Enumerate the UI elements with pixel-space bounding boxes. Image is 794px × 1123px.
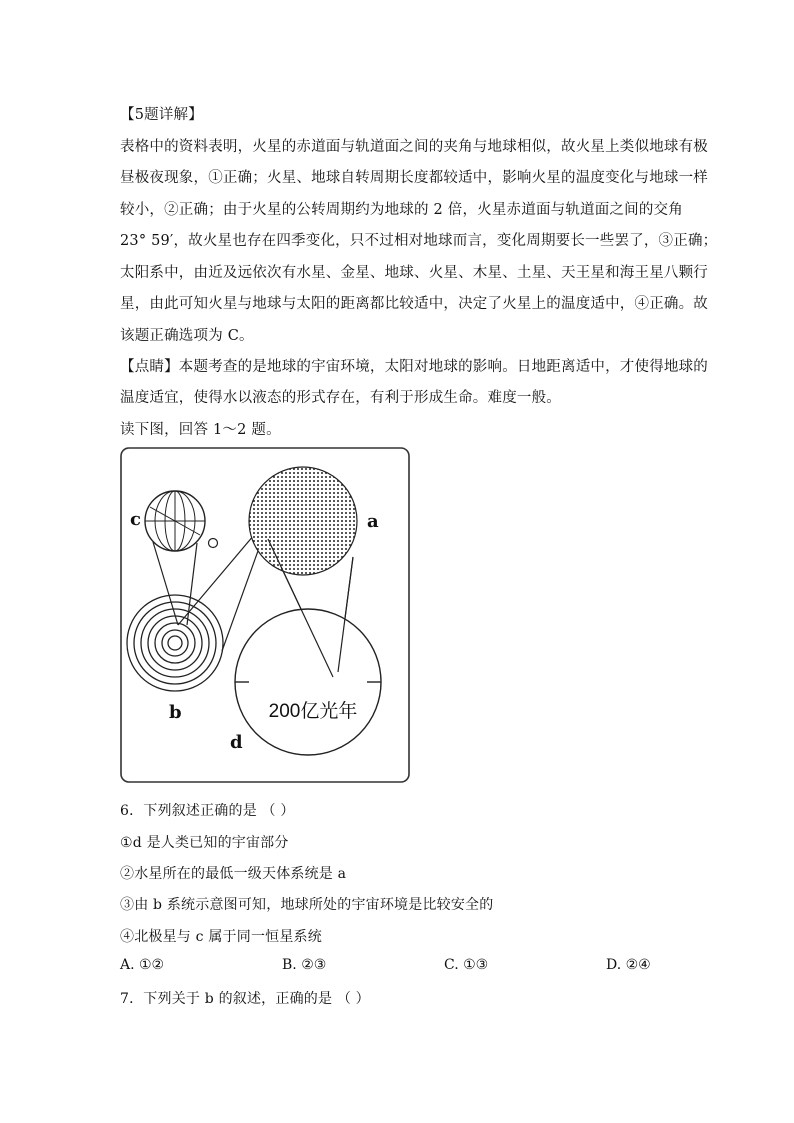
section-heading: 【5题详解】 [120,107,203,123]
question-7: 7．下列关于 b 的叙述，正确的是 （ ） [120,991,370,1007]
note-line: 温度适宜，使得水以液态的形式存在，有利于形成生命。难度一般。 [120,390,561,406]
statement-1: ①d 是人类已知的宇宙部分 [120,835,289,851]
paragraph-line: 23° 59′，故火星也存在四季变化，只不过相对地球而言，变化周期要长一些罢了，③正确； [120,233,718,249]
label-c: c [130,509,141,530]
option-c[interactable]: C. ①③ [444,957,489,973]
instruction-line: 读下图，回答 1～2 题。 [120,422,281,438]
universe-d-circle [235,609,381,755]
statement-4: ④北极星与 c 属于同一恒星系统 [120,929,322,945]
label-d: d [230,732,243,753]
label-b: b [169,702,182,723]
paragraph-line: 昼极夜现象，①正确；火星、地球自转周期长度都较适中，影响火星的温度变化与地球一样 [120,170,708,186]
d-caption: 200亿光年 [268,701,358,722]
paragraph-line: 星，由此可知火星与地球与太阳的距离都比较适中，决定了火星上的温度适中，④正确。故 [120,296,708,312]
statement-3: ③由 b 系统示意图可知，地球所处的宇宙环境是比较安全的 [120,897,494,913]
galaxy-a-circle [249,467,357,575]
paragraph-line: 表格中的资料表明，火星的赤道面与轨道面之间的夹角与地球相似，故火星上类似地球有极 [120,139,708,155]
note-line: 【点睛】本题考查的是地球的宇宙环境，太阳对地球的影响。日地距离适中，才使得地球的 [120,359,708,375]
paragraph-line: 太阳系中，由近及远依次有水星、金星、地球、火星、木星、土星、天王星和海王星八颗行 [120,265,708,281]
option-a[interactable]: A. ①② [120,957,165,973]
statement-2: ②水星所在的最低一级天体系统是 a [120,866,347,882]
option-d[interactable]: D. ②④ [606,957,651,973]
small-body-circle [209,539,218,548]
paragraph-line: 该题正确选项为 C。 [120,328,254,344]
cosmic-hierarchy-figure [120,447,410,783]
option-b[interactable]: B. ②③ [282,957,327,973]
label-a: a [367,511,379,532]
paragraph-line: 较小，②正确；由于火星的公转周期约为地球的 2 倍，火星赤道面与轨道面之间的交角 [120,202,683,218]
question-6: 6．下列叙述正确的是 （ ） [120,803,295,819]
system-c-globe [145,491,205,551]
